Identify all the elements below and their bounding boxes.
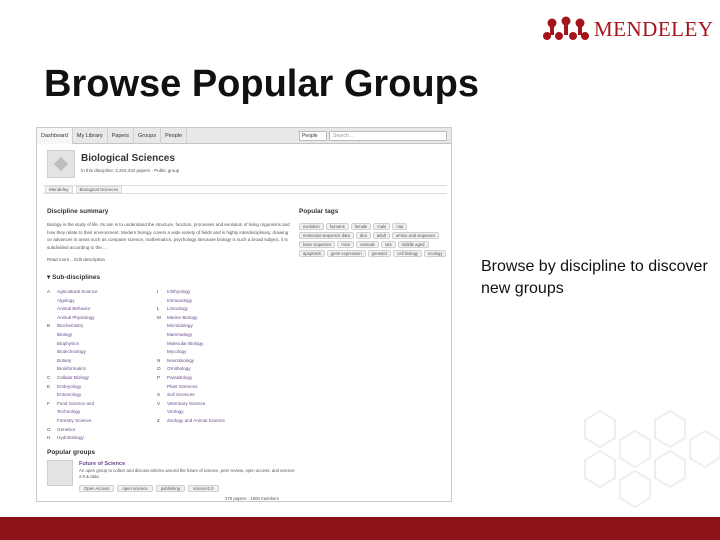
- popular-tag[interactable]: base sequence: [299, 241, 335, 248]
- sub-discipline-label: Biophysics: [57, 340, 79, 346]
- sub-discipline-link[interactable]: [157, 374, 277, 383]
- sub-discipline-link[interactable]: [157, 331, 277, 340]
- popular-tag[interactable]: rnai: [392, 223, 407, 230]
- sub-discipline-link[interactable]: [157, 391, 277, 400]
- index-letter: O: [157, 366, 161, 372]
- search-scope-select[interactable]: People: [299, 131, 327, 141]
- sub-disciplines-heading[interactable]: ▾ Sub-disciplines: [47, 274, 100, 281]
- mendeley-wordmark: MENDELEY: [594, 16, 714, 41]
- index-letter: E: [47, 383, 51, 389]
- index-letter: B: [47, 323, 51, 329]
- sub-discipline-label: Bioinformatics: [57, 366, 86, 372]
- sub-discipline-link[interactable]: [47, 348, 167, 357]
- slide-note: Browse by discipline to discover new groups: [481, 258, 708, 297]
- popular-tag[interactable]: cell biology: [393, 250, 422, 257]
- sub-discipline-link[interactable]: [157, 417, 277, 426]
- group-tag[interactable]: open science: [117, 485, 152, 492]
- group-name-link[interactable]: Future of Science: [79, 461, 126, 467]
- sub-discipline-link[interactable]: [157, 348, 277, 357]
- group-header: [43, 150, 447, 180]
- group-tag[interactable]: science2.0: [188, 485, 219, 492]
- popular-tags-list: [299, 223, 447, 257]
- discipline-title: Biological Sciences: [81, 153, 175, 164]
- mendeley-logo: [542, 14, 713, 44]
- sub-discipline-link[interactable]: [47, 434, 167, 443]
- popular-groups-heading: Popular groups: [47, 449, 96, 456]
- sub-discipline-label: Botany: [57, 357, 72, 363]
- slide-title: Browse Popular Groups: [44, 63, 479, 105]
- sub-discipline-label: Biology: [57, 331, 73, 337]
- index-letter: F: [47, 400, 50, 406]
- sub-discipline-label: Virology: [167, 409, 184, 415]
- sub-discipline-label: Animal Physiology: [57, 314, 95, 320]
- sub-discipline-label: Agricultural Science: [57, 289, 98, 294]
- index-letter: C: [47, 374, 51, 380]
- discipline-subtitle: In this discipline: 3,203,432 papers · Public group: [81, 168, 180, 173]
- index-letter: V: [157, 400, 161, 406]
- popular-tag[interactable]: genetics: [368, 250, 392, 257]
- group-tag[interactable]: publishing: [156, 485, 185, 492]
- index-letter: I: [157, 289, 159, 294]
- sub-discipline-label: Biotechnology: [57, 349, 86, 355]
- sub-discipline-label: Marine Biology: [167, 314, 198, 320]
- popular-tag[interactable]: rats: [381, 241, 396, 248]
- sub-discipline-link[interactable]: [157, 383, 277, 392]
- index-letter: M: [157, 314, 161, 320]
- breadcrumb-biological-sciences[interactable]: Biological Sciences: [76, 186, 123, 193]
- sub-discipline-link[interactable]: [47, 314, 167, 323]
- sub-discipline-link[interactable]: [47, 305, 167, 314]
- search-input[interactable]: Search...: [329, 131, 447, 141]
- discipline-summary-text: Biology is the study of life. Its aim is to understand the structure, function, processes and evolution of living organisms and how they relate to their environment. Modern biology covers a wide variety of fields and is highly interdisciplinary, drawing on advances in areas such as computer science, mathematics, psychology. Because biology is such a broad subject, it is subdivided according to the ...: [47, 222, 290, 250]
- discipline-thumbnail: [47, 150, 75, 178]
- sub-discipline-link[interactable]: [47, 340, 167, 349]
- sub-disciplines-column-2: [157, 288, 277, 426]
- popular-tag[interactable]: male: [373, 223, 390, 230]
- breadcrumb-mendeley[interactable]: Mendeley: [45, 186, 73, 193]
- sub-discipline-label: Limnology: [167, 306, 188, 312]
- sub-discipline-link[interactable]: [157, 400, 277, 409]
- popular-tags-heading: Popular tags: [299, 208, 339, 215]
- sub-disciplines-column-1: [47, 288, 167, 443]
- popular-tag[interactable]: apoptosis: [299, 250, 325, 257]
- sub-discipline-label: Embryology: [57, 383, 82, 389]
- index-letter: Z: [157, 417, 160, 423]
- sub-discipline-link[interactable]: [157, 314, 277, 323]
- breadcrumb: [43, 185, 447, 194]
- tab-groups[interactable]: Groups: [134, 128, 161, 144]
- sub-discipline-link[interactable]: [157, 322, 277, 331]
- sub-discipline-label: Ichthyology: [167, 289, 191, 294]
- popular-tag[interactable]: evolution: [299, 223, 324, 230]
- sub-discipline-label: Veterinary Science: [167, 400, 206, 406]
- sub-discipline-link[interactable]: [47, 408, 167, 417]
- sub-discipline-label: Entomology: [57, 392, 82, 398]
- sub-discipline-link[interactable]: [47, 400, 167, 409]
- popular-tag[interactable]: gene expression: [327, 250, 366, 257]
- sub-discipline-label: Biochemistry: [57, 323, 84, 329]
- popular-tag[interactable]: humans: [326, 223, 349, 230]
- popular-tag[interactable]: dna: [356, 232, 371, 239]
- index-letter: L: [157, 306, 160, 312]
- footer-bar: [0, 517, 720, 540]
- sub-discipline-label: Parasitology: [167, 374, 193, 380]
- index-letter: P: [157, 374, 161, 380]
- popular-tag[interactable]: amino acid sequence: [392, 232, 440, 239]
- group-description: An open group to collect and discuss articles around the future of science, peer review, open access, and science 2.0 & data.: [79, 468, 295, 479]
- popular-tag[interactable]: mice: [337, 241, 354, 248]
- sub-discipline-link[interactable]: [47, 383, 167, 392]
- popular-tag[interactable]: molecular sequence data: [299, 232, 354, 239]
- sub-discipline-label: Ornithology: [167, 366, 191, 372]
- sub-discipline-link[interactable]: [47, 365, 167, 374]
- sub-discipline-label: Genetics: [57, 426, 76, 432]
- index-letter: S: [157, 392, 161, 398]
- sub-discipline-link[interactable]: [157, 305, 277, 314]
- group-tag[interactable]: Open Access: [79, 485, 114, 492]
- index-letter: H: [47, 435, 51, 441]
- index-letter: N: [157, 357, 161, 363]
- index-letter: G: [47, 426, 51, 432]
- sub-discipline-label: Mycology: [167, 349, 187, 355]
- tab-my-library[interactable]: My Library: [73, 128, 108, 144]
- popular-tag[interactable]: middle aged: [398, 241, 429, 248]
- sub-discipline-link[interactable]: [47, 426, 167, 435]
- sub-discipline-label: Soil Sciences: [167, 392, 195, 398]
- sub-discipline-label: Neurobiology: [167, 357, 195, 363]
- group-stats: 279 papers · 1000 members: [225, 496, 279, 501]
- sub-discipline-label: Immunology: [167, 297, 193, 303]
- sub-discipline-label: Hydrobiology: [57, 435, 84, 441]
- popular-tag[interactable]: female: [351, 223, 372, 230]
- tab-dashboard[interactable]: Dashboard: [37, 128, 73, 144]
- sub-discipline-label: Cellular Biology: [57, 374, 89, 380]
- sub-discipline-link[interactable]: [157, 297, 277, 306]
- hexagon-decoration-icon: [560, 405, 720, 517]
- sub-discipline-link[interactable]: [47, 391, 167, 400]
- sub-discipline-label: Technology: [57, 409, 81, 415]
- sub-discipline-link[interactable]: [47, 374, 167, 383]
- sub-discipline-label: Animal Behavior: [57, 306, 91, 312]
- sub-discipline-link[interactable]: [157, 365, 277, 374]
- sub-discipline-label: Plant Sciences: [167, 383, 198, 389]
- sub-discipline-link[interactable]: [157, 340, 277, 349]
- sub-discipline-link[interactable]: [157, 357, 277, 366]
- group-thumbnail: [47, 460, 73, 486]
- sub-discipline-label: Algology: [57, 297, 75, 303]
- sub-discipline-label: Microbiology: [167, 323, 193, 329]
- popular-tag[interactable]: animals: [356, 241, 378, 248]
- sub-discipline-label: Forestry Science: [57, 417, 92, 423]
- sub-discipline-link[interactable]: [47, 297, 167, 306]
- tab-people[interactable]: People: [161, 128, 187, 144]
- sub-discipline-link[interactable]: [47, 357, 167, 366]
- sub-discipline-label: Zoology and Animal Science: [167, 417, 225, 423]
- popular-tag[interactable]: ecology: [424, 250, 446, 257]
- top-navigation: [37, 128, 451, 144]
- sub-discipline-link[interactable]: [47, 322, 167, 331]
- sub-discipline-link[interactable]: [47, 417, 167, 426]
- mendeley-logo-icon: [542, 15, 590, 43]
- sub-discipline-label: Food Science and: [57, 400, 95, 406]
- sub-discipline-label: Mammalogy: [167, 331, 193, 337]
- popular-tag[interactable]: adult: [373, 232, 390, 239]
- summary-links[interactable]: Read more... Edit description: [47, 257, 106, 262]
- sub-discipline-link[interactable]: [47, 288, 167, 297]
- group-tags: [79, 485, 219, 492]
- mendeley-web-screenshot: [36, 127, 452, 502]
- discipline-summary-heading: Discipline summary: [47, 208, 109, 215]
- sub-discipline-label: Molecular Biology: [167, 340, 204, 346]
- sub-discipline-link[interactable]: [157, 288, 277, 297]
- sub-discipline-link[interactable]: [157, 408, 277, 417]
- index-letter: A: [47, 289, 51, 294]
- tab-papers[interactable]: Papers: [108, 128, 134, 144]
- sub-discipline-link[interactable]: [47, 331, 167, 340]
